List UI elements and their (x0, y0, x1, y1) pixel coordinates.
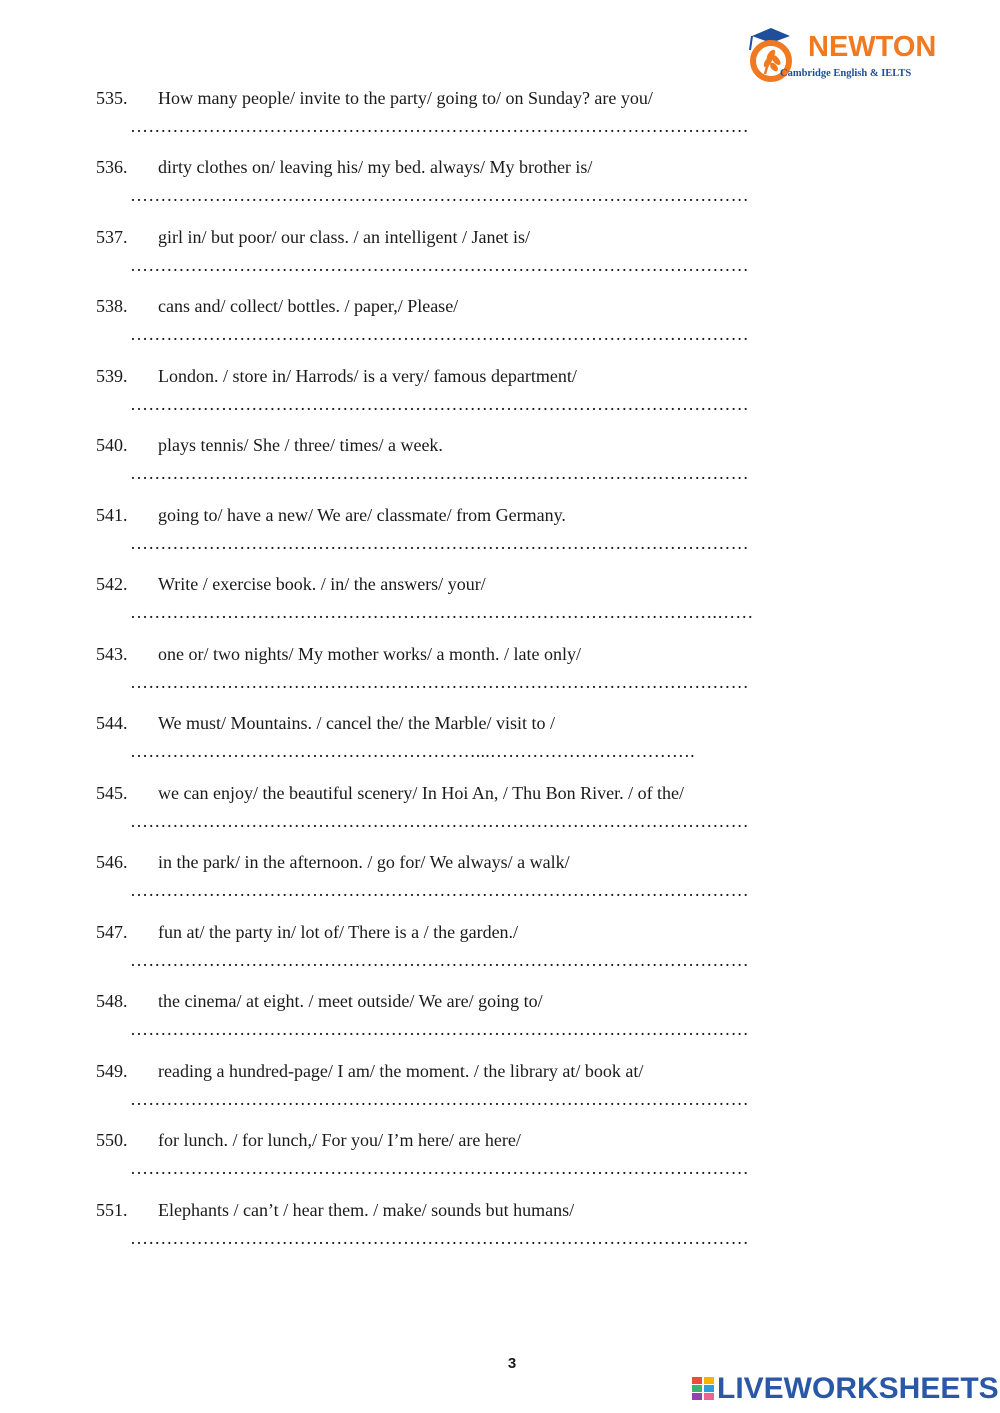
answer-dotted-line: ………………………………………………………………………………………… (130, 1019, 749, 1039)
answer-dotted-line: ………………………………………………………………………………………… (130, 116, 749, 136)
exercise-item (0, 504, 1000, 574)
exercise-item (0, 643, 1000, 713)
brand-tagline: Cambridge English & IELTS (780, 68, 912, 79)
answer-input[interactable] (130, 319, 812, 341)
exercise-number: 543. (96, 644, 128, 664)
exercise-prompt: London. / store in/ Harrods/ is a very/ famous department/ (158, 366, 577, 386)
exercise-item (0, 921, 1000, 991)
exercise-item (0, 295, 1000, 365)
exercise-prompt: Write / exercise book. / in/ the answers/ your/ (158, 574, 486, 594)
exercise-number: 547. (96, 922, 128, 942)
exercise-prompt: girl in/ but poor/ our class. / an intelligent / Janet is/ (158, 227, 530, 247)
answer-dotted-line: ………………………………………………………………………………………… (130, 1158, 749, 1178)
exercise-prompt: Elephants / can’t / hear them. / make/ sounds but humans/ (158, 1200, 575, 1220)
exercise-prompt: How many people/ invite to the party/ going to/ on Sunday? are you/ (158, 88, 653, 108)
newton-logo (738, 24, 938, 84)
exercise-prompt: cans and/ collect/ bottles. / paper,/ Please/ (158, 296, 459, 316)
answer-input[interactable] (130, 945, 812, 967)
answer-input[interactable] (130, 389, 812, 411)
answer-dotted-line: ………………………………………………………………………………………… (130, 880, 749, 900)
answer-dotted-line: ………………………………………………………………………………………… (130, 463, 749, 483)
exercise-number: 536. (96, 157, 128, 177)
exercise-item (0, 782, 1000, 852)
exercise-item (0, 1199, 1000, 1269)
exercise-prompt: going to/ have a new/ We are/ classmate/ from Germany. (158, 505, 566, 525)
exercise-number: 549. (96, 1061, 128, 1081)
exercise-item (0, 87, 1000, 157)
exercise-prompt: plays tennis/ She / three/ times/ a week. (158, 435, 443, 455)
answer-input[interactable] (130, 528, 812, 550)
answer-dotted-line: ………………………………………………………………………………………… (130, 811, 749, 831)
exercise-number: 542. (96, 574, 128, 594)
answer-dotted-line: ………………………………………………………………………………………… (130, 1228, 749, 1248)
exercise-number: 541. (96, 505, 128, 525)
liveworksheets-logo-icon (692, 1377, 714, 1401)
answer-input[interactable] (130, 667, 812, 689)
answer-input[interactable] (130, 736, 812, 758)
exercise-prompt: reading a hundred-page/ I am/ the moment. / the library at/ book at/ (158, 1061, 644, 1081)
exercise-item (0, 712, 1000, 782)
page-number: 3 (507, 1355, 517, 1372)
answer-input[interactable] (130, 875, 812, 897)
answer-input[interactable] (130, 597, 812, 619)
answer-input[interactable] (130, 806, 812, 828)
answer-input[interactable] (130, 180, 812, 202)
answer-input[interactable] (130, 1223, 812, 1245)
answer-dotted-line: ………………………………………………………………………………………… (130, 394, 749, 414)
answer-dotted-line: ………………………………………………………………………………………… (130, 950, 749, 970)
answer-dotted-line: ………………………………………………………………………………………… (130, 324, 749, 344)
exercise-number: 545. (96, 783, 128, 803)
exercise-item (0, 365, 1000, 435)
exercise-prompt: fun at/ the party in/ lot of/ There is a / the garden./ (158, 922, 519, 942)
exercise-prompt: the cinema/ at eight. / meet outside/ We are/ going to/ (158, 991, 543, 1011)
exercise-number: 551. (96, 1200, 128, 1220)
exercise-prompt: for lunch. / for lunch,/ For you/ I’m here/ are here/ (158, 1130, 521, 1150)
answer-dotted-line: …………………………………………………………………………………….…… (130, 602, 754, 622)
exercise-number: 539. (96, 366, 128, 386)
exercise-item (0, 990, 1000, 1060)
liveworksheets-wordmark: LIVEWORKSHEETS (717, 1372, 999, 1405)
brand-name: NEWTON (808, 31, 937, 63)
answer-dotted-line: ………………………………………………………………………………………… (130, 672, 749, 692)
answer-dotted-line: ………………………………………………………………………………………… (130, 185, 749, 205)
answer-input[interactable] (130, 1153, 812, 1175)
answer-dotted-line: ………………………………………………………………………………………… (130, 1089, 749, 1109)
answer-dotted-line: …………………………………………………...……………………………. (130, 741, 695, 761)
exercise-item (0, 226, 1000, 296)
exercise-number: 537. (96, 227, 128, 247)
exercise-item (0, 573, 1000, 643)
liveworksheets-watermark (692, 1372, 999, 1406)
exercise-number: 538. (96, 296, 128, 316)
answer-input[interactable] (130, 1084, 812, 1106)
answer-input[interactable] (130, 1014, 812, 1036)
exercise-prompt: in the park/ in the afternoon. / go for/ We always/ a walk/ (158, 852, 570, 872)
exercise-number: 550. (96, 1130, 128, 1150)
exercise-item (0, 1129, 1000, 1199)
answer-input[interactable] (130, 111, 812, 133)
answer-dotted-line: ………………………………………………………………………………………… (130, 255, 749, 275)
exercise-prompt: we can enjoy/ the beautiful scenery/ In Hoi An, / Thu Bon River. / of the/ (158, 783, 685, 803)
exercise-item (0, 851, 1000, 921)
exercise-item (0, 434, 1000, 504)
exercise-item (0, 156, 1000, 226)
exercise-number: 546. (96, 852, 128, 872)
answer-input[interactable] (130, 458, 812, 480)
exercise-prompt: We must/ Mountains. / cancel the/ the Marble/ visit to / (158, 713, 555, 733)
exercise-prompt: one or/ two nights/ My mother works/ a month. / late only/ (158, 644, 581, 664)
answer-input[interactable] (130, 250, 812, 272)
answer-dotted-line: ………………………………………………………………………………………… (130, 533, 749, 553)
exercise-number: 548. (96, 991, 128, 1011)
exercise-number: 540. (96, 435, 128, 455)
exercise-number: 535. (96, 88, 128, 108)
exercise-prompt: dirty clothes on/ leaving his/ my bed. always/ My brother is/ (158, 157, 593, 177)
exercise-number: 544. (96, 713, 128, 733)
exercise-item (0, 1060, 1000, 1130)
